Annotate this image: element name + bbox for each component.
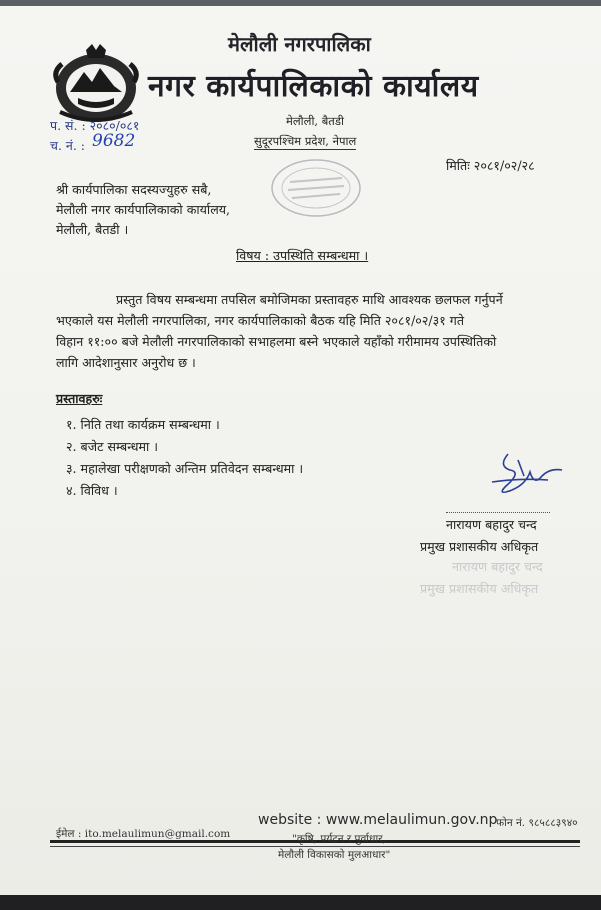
recipient-line-2: मेलौली नगर कार्यपालिकाको कार्यालय,	[56, 202, 231, 217]
chalani-label: च. नं. :	[50, 138, 85, 153]
subject-line: विषय : उपस्थिति सम्बन्धमा ।	[236, 248, 369, 263]
signature-line	[446, 512, 550, 513]
signatory-name: नारायण बहादुर चन्द	[446, 517, 537, 532]
chalani-number: 9682	[92, 131, 136, 151]
proposal-item-2: २. बजेट सम्बन्धमा ।	[66, 439, 159, 454]
address-line-2: सुदूरपश्चिम प्रदेश, नेपाल	[254, 134, 357, 148]
office-name: मेलौली नगरपालिका	[228, 32, 371, 56]
body-line-2: भएकाले यस मेलौली नगरपालिका, नगर कार्यपालिकाको बैठक यहि मिति २०८१/०२/३१ गते	[56, 313, 465, 328]
footer-website: website : www.melaulimun.gov.np	[258, 812, 498, 828]
footer-rule-thin	[50, 846, 580, 847]
office-seal-stamp-icon	[268, 156, 364, 220]
name-stamp: नारायण बहादुर चन्द	[452, 559, 543, 574]
address-line-1: मेलौली, बैतडी	[286, 114, 344, 128]
proposal-item-3: ३. महालेखा परीक्षणको अन्तिम प्रतिवेदन सम्बन्धमा ।	[66, 461, 304, 476]
proposal-item-4: ४. विविध ।	[66, 483, 118, 498]
signatory-designation: प्रमुख प्रशासकीय अधिकृत	[420, 539, 539, 554]
handwritten-signature-icon	[478, 446, 570, 504]
recipient-line-1: श्री कार्यपालिका सदस्यज्युहरु सबै,	[56, 182, 212, 197]
footer-phone: फोन नं. ९८५८८३९४०	[496, 817, 578, 829]
footer-email: ईमेल : ito.melaulimun@gmail.com	[56, 828, 231, 840]
office-title: नगर कार्यपालिकाको कार्यालय	[148, 69, 479, 104]
designation-stamp: प्रमुख प्रशासकीय अधिकृत	[420, 581, 539, 596]
bottom-edge	[0, 895, 601, 910]
letter-date: मितिः २०८१/०२/२८	[446, 158, 535, 173]
body-line-4: लागि आदेशानुसार अनुरोध छ ।	[56, 355, 196, 370]
patra-sankhya: प. सं. : २०८०/०८१	[50, 118, 140, 133]
body-line-1: प्रस्तुत विषय सम्बन्धमा तपसिल बमोजिमका प्रस्तावहरु माथि आवश्यक छलफल गर्नुपर्ने	[116, 292, 503, 307]
footer-slogan-line-1: "कृषि, पर्यटन र पुर्वाधार,	[292, 833, 386, 845]
footer-slogan-line-2: मेलौली विकासको मुलआधार"	[278, 849, 391, 861]
proposal-item-1: १. निति तथा कार्यक्रम सम्बन्धमा ।	[66, 417, 220, 432]
government-emblem-icon	[48, 42, 144, 126]
proposals-heading: प्रस्तावहरुः	[56, 391, 103, 406]
recipient-line-3: मेलौली, बैतडी ।	[56, 222, 129, 237]
body-line-3: विहान ११:०० बजे मेलौली नगरपालिकाको सभाहलमा बस्ने भएकाले यहाँको गरीमामय उपस्थितिको	[56, 334, 497, 349]
letter-page	[0, 6, 601, 898]
